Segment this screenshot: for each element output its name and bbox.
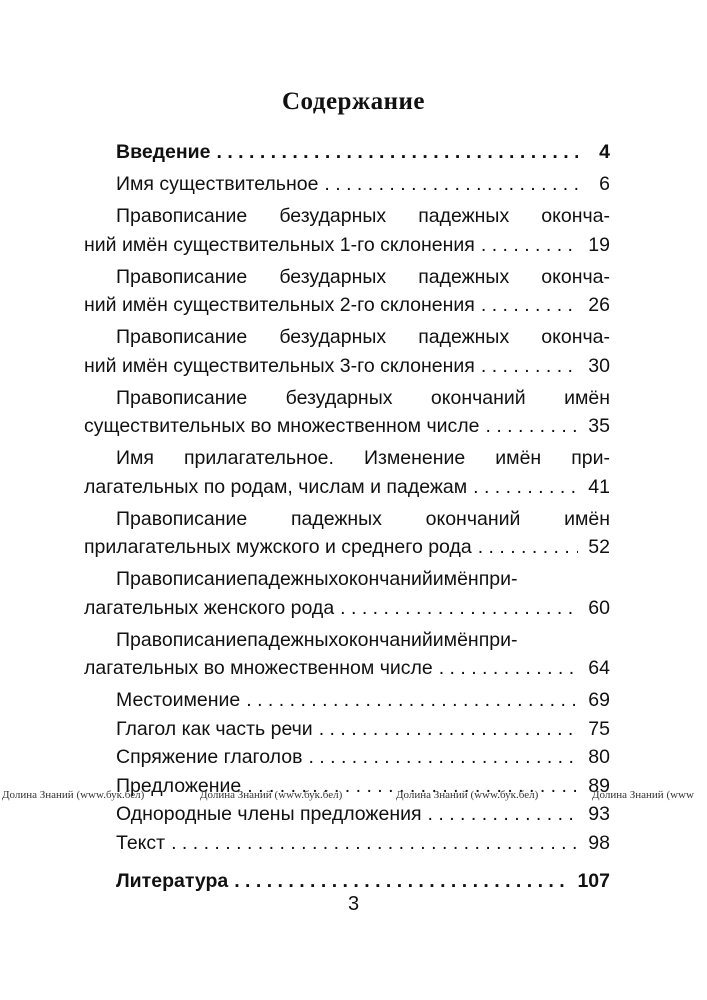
toc-entry-line (84, 323, 610, 352)
toc-entry-title: Правописание безударных окончаний имён (116, 386, 610, 409)
leader-dots (324, 170, 578, 199)
leader-dots (473, 473, 578, 502)
toc-entry-title: Имя существительное (116, 173, 319, 195)
toc-page-number: 6 (599, 173, 610, 195)
toc-entry (84, 715, 610, 744)
toc-entry-title: Однородные члены предложения (116, 803, 422, 825)
toc-entry-line (84, 829, 610, 858)
page-number: 3 (347, 893, 360, 915)
watermark-text: Долина Знаний (www.бук.бел) (200, 789, 343, 801)
toc-entry-title: Текст (116, 831, 166, 854)
toc-entry-line (84, 473, 610, 502)
toc-entry-title: ний имён существительных 1-го склонения (84, 233, 475, 256)
toc-entry-title: лагательных во множественном числе (84, 657, 433, 679)
leader-dots (217, 138, 579, 167)
toc-entry-line (84, 654, 610, 683)
toc-page-number: 98 (588, 831, 610, 854)
toc-page-number: 52 (588, 536, 610, 558)
toc-entry-title: Правописание безударных падежных оконча- (116, 205, 610, 227)
leader-dots (308, 743, 578, 772)
leader-dots (478, 533, 578, 562)
toc-entry-title: Правописаниепадежныхокончанийимёнпри- (116, 568, 518, 590)
toc-entry-line (84, 444, 610, 473)
leader-dots (319, 715, 578, 744)
toc-entry (84, 626, 610, 683)
watermark-text: Долина Знаний (www.бук.бел) (396, 789, 539, 801)
toc-entry-title: Местоимение (116, 689, 241, 711)
page-title: Содержание (281, 88, 425, 115)
toc-entry-title: Глагол как часть речи (116, 717, 313, 740)
leader-dots (481, 231, 578, 260)
toc-page-number: 41 (588, 475, 610, 498)
toc-entry-line (84, 715, 610, 744)
leader-dots (486, 412, 579, 441)
toc-entry-line (84, 505, 610, 534)
leader-dots (246, 686, 578, 715)
toc-entry-line (84, 565, 610, 594)
toc-page-number: 107 (577, 870, 610, 892)
toc-entry-line (84, 626, 610, 655)
toc-entry-title: прилагательных мужского и среднего рода (84, 536, 472, 558)
toc-entry (84, 384, 610, 441)
toc-entry (84, 505, 610, 562)
toc-entry (84, 323, 610, 380)
toc-entry (84, 686, 610, 715)
toc-entry (84, 743, 610, 772)
toc-page-number: 89 (588, 774, 610, 797)
leader-dots (171, 829, 578, 858)
toc-entry-title: Предложение (116, 774, 242, 797)
toc-entry-line (84, 533, 610, 562)
toc-page-number: 19 (588, 233, 610, 256)
toc-entry-line (84, 743, 610, 772)
watermark-text: Долина Знаний (www.бук.бел) (2, 789, 145, 801)
toc-entry-title: Правописание безударных падежных оконча- (116, 326, 610, 348)
toc-entry-line (84, 867, 610, 896)
toc-page-number: 26 (588, 294, 610, 316)
toc-entry-line (84, 263, 610, 292)
toc-entry-line (84, 291, 610, 320)
toc-entry-title: лагательных женского рода (84, 596, 335, 619)
watermark (0, 789, 707, 805)
toc-entry-title: лагательных по родам, числам и падежам (84, 475, 468, 498)
toc-entry-title: Спряжение глаголов (116, 746, 303, 768)
toc-entry-line (84, 138, 610, 167)
leader-dots (340, 594, 578, 623)
toc-entry-line (84, 170, 610, 199)
toc-entry-title: существительных во множественном числе (84, 415, 480, 437)
toc-entry (84, 565, 610, 622)
toc-entry (84, 170, 610, 199)
toc-entry-title: Правописание безударных падежных оконча- (116, 265, 610, 288)
table-of-contents (84, 138, 610, 896)
watermark-text: Долина Знаний (www (592, 789, 694, 801)
toc-entry-title: Правописание падежных окончаний имён (116, 507, 610, 530)
toc-page-number: 75 (588, 717, 610, 740)
toc-entry-line (84, 412, 610, 441)
leader-dots (481, 352, 578, 381)
toc-entry-line (84, 594, 610, 623)
toc-page-number: 60 (588, 596, 610, 619)
toc-entry-title: Литература (116, 870, 229, 892)
leader-dots (234, 867, 571, 896)
toc-entry-title: ний имён существительных 2-го склонения (84, 294, 475, 316)
toc-entry (84, 263, 610, 320)
toc-entry (84, 867, 610, 896)
toc-entry (84, 444, 610, 501)
toc-entry (84, 202, 610, 259)
toc-entry-title: Введение (116, 141, 211, 163)
toc-page-number: 35 (588, 415, 610, 437)
toc-entry-title: ний имён существительных 3-го склонения (84, 354, 475, 377)
toc-entry-title: Имя прилагательное. Изменение имён при- (116, 447, 610, 469)
leader-dots (439, 654, 578, 683)
toc-page-number: 30 (588, 354, 610, 377)
toc-page-number: 93 (588, 803, 610, 825)
leader-dots (481, 291, 578, 320)
toc-page-number: 80 (588, 746, 610, 768)
toc-page-number: 64 (588, 657, 610, 679)
toc-entry-line (84, 202, 610, 231)
toc-entry-line (84, 231, 610, 260)
toc-entry-line (84, 686, 610, 715)
toc-page-number: 4 (599, 141, 610, 163)
toc-entry (84, 138, 610, 167)
toc-entry (84, 829, 610, 858)
toc-page-number: 69 (588, 689, 610, 711)
toc-entry-title: Правописаниепадежныхокончанийимёнпри- (116, 628, 518, 651)
toc-entry-line (84, 352, 610, 381)
toc-entry-line (84, 384, 610, 413)
